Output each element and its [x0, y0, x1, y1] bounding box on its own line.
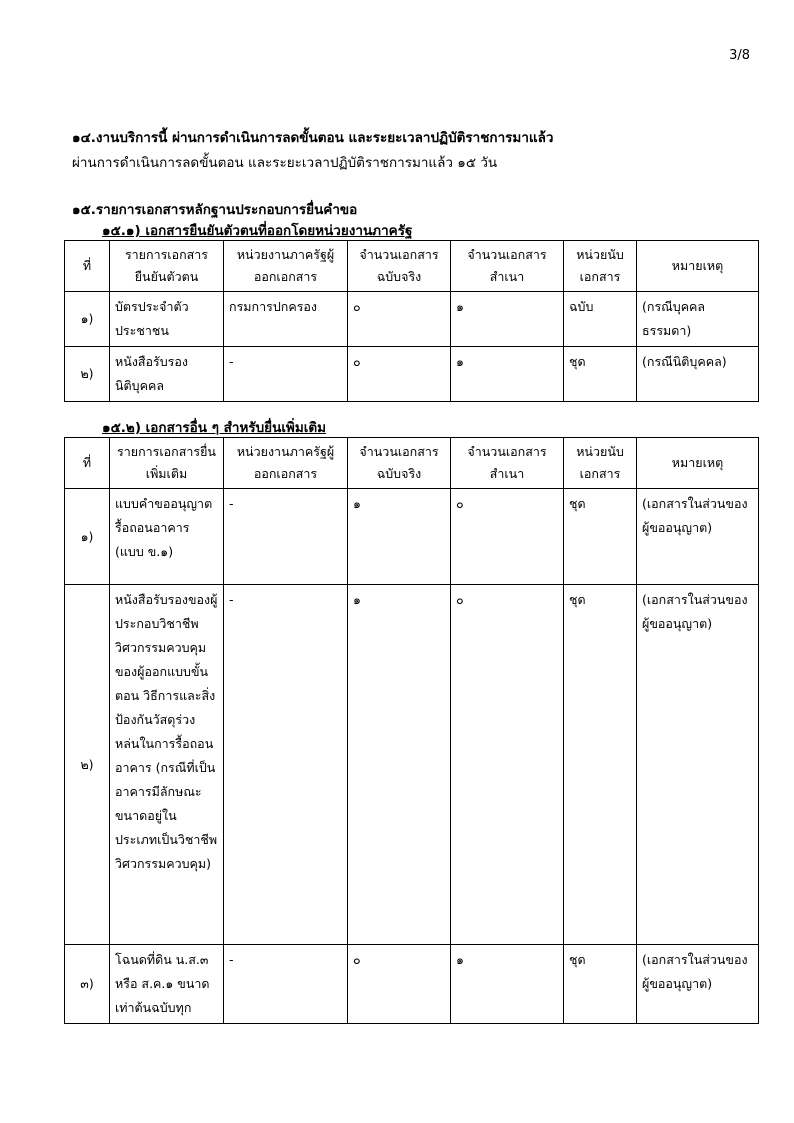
- row-copies: ๑: [451, 292, 564, 347]
- row-originals: ๑: [348, 489, 451, 585]
- row-remark: (กรณีบุคคลธรรมดา): [637, 292, 759, 347]
- page-number: 3/8: [729, 48, 750, 63]
- row-issuer: -: [224, 347, 348, 402]
- row-unit: ชุด: [564, 347, 637, 402]
- row-copies: ๐: [451, 489, 564, 585]
- header-copies: จำนวนเอกสารสำเนา: [451, 241, 564, 292]
- header-document: รายการเอกสารยืนยันตัวตน: [110, 241, 224, 292]
- row-no: ๑): [65, 489, 110, 585]
- header-copies: จำนวนเอกสารสำเนา: [451, 438, 564, 489]
- row-issuer: กรมการปกครอง: [224, 292, 348, 347]
- identity-documents-table: [64, 240, 759, 402]
- section-15-2-title: ๑๕.๒) เอกสารอื่น ๆ สำหรับยื่นเพิ่มเติม: [102, 420, 327, 436]
- table-row: [65, 347, 759, 402]
- row-document: หนังสือรับรองของผู้ประกอบวิชาชีพวิศวกรรมควบคุมของผู้ออกแบบขั้นตอน วิธีการและสิ่งป้องกันวัสดุร่วงหล่นในการรื้อถอนอาคาร (กรณีที่เป็นอาคารมีลักษณะ ขนาดอยู่ในประเภทเป็นวิชาชีพวิศวกรรมควบคุม): [110, 585, 224, 945]
- header-unit: หน่วยนับเอกสาร: [564, 438, 637, 489]
- section-14-heading: ๑๔.งานบริการนี้ ผ่านการดำเนินการลดขั้นตอน และระยะเวลาปฏิบัติราชการมาแล้ว: [72, 130, 554, 146]
- header-remark: หมายเหตุ: [637, 438, 759, 489]
- additional-documents-table: [64, 437, 759, 1024]
- table-row: [65, 585, 759, 945]
- row-unit: ฉบับ: [564, 292, 637, 347]
- header-no: ที่: [65, 241, 110, 292]
- header-issuer: หน่วยงานภาครัฐผู้ออกเอกสาร: [224, 241, 348, 292]
- row-unit: ชุด: [564, 585, 637, 945]
- section-15-1-title: ๑๕.๑) เอกสารยืนยันตัวตนที่ออกโดยหน่วยงานภาครัฐ: [102, 223, 413, 239]
- row-originals: ๐: [348, 347, 451, 402]
- header-remark: หมายเหตุ: [637, 241, 759, 292]
- table-header-row: [65, 241, 759, 292]
- row-document: หนังสือรับรองนิติบุคคล: [110, 347, 224, 402]
- row-unit: ชุด: [564, 489, 637, 585]
- row-no: ๓): [65, 945, 110, 1024]
- header-originals: จำนวนเอกสารฉบับจริง: [348, 438, 451, 489]
- row-unit: ชุด: [564, 945, 637, 1024]
- row-document: โฉนดที่ดิน น.ส.๓ หรือ ส.ค.๑ ขนาดเท่าต้นฉบับทุก: [110, 945, 224, 1024]
- section-14-body: ผ่านการดำเนินการลดขั้นตอน และระยะเวลาปฏิบัติราชการมาแล้ว ๑๕ วัน: [72, 155, 498, 171]
- row-issuer: -: [224, 489, 348, 585]
- row-document: แบบคำขออนุญาตรื้อถอนอาคาร (แบบ ข.๑): [110, 489, 224, 585]
- header-document: รายการเอกสารยื่นเพิ่มเติม: [110, 438, 224, 489]
- header-issuer: หน่วยงานภาครัฐผู้ออกเอกสาร: [224, 438, 348, 489]
- header-unit: หน่วยนับเอกสาร: [564, 241, 637, 292]
- row-copies: ๑: [451, 347, 564, 402]
- table-row: [65, 292, 759, 347]
- table-header-row: [65, 438, 759, 489]
- row-originals: ๐: [348, 945, 451, 1024]
- row-remark: (กรณีนิติบุคคล): [637, 347, 759, 402]
- row-no: ๒): [65, 585, 110, 945]
- row-issuer: -: [224, 585, 348, 945]
- header-originals: จำนวนเอกสารฉบับจริง: [348, 241, 451, 292]
- row-remark: (เอกสารในส่วนของผู้ขออนุญาต): [637, 489, 759, 585]
- row-originals: ๐: [348, 292, 451, 347]
- table-row: [65, 945, 759, 1024]
- row-issuer: -: [224, 945, 348, 1024]
- row-remark: (เอกสารในส่วนของผู้ขออนุญาต): [637, 945, 759, 1024]
- row-copies: ๐: [451, 585, 564, 945]
- row-remark: (เอกสารในส่วนของผู้ขออนุญาต): [637, 585, 759, 945]
- row-document: บัตรประจำตัวประชาชน: [110, 292, 224, 347]
- header-no: ที่: [65, 438, 110, 489]
- row-no: ๑): [65, 292, 110, 347]
- table-row: [65, 489, 759, 585]
- row-originals: ๑: [348, 585, 451, 945]
- row-copies: ๑: [451, 945, 564, 1024]
- row-no: ๒): [65, 347, 110, 402]
- section-15-heading: ๑๕.รายการเอกสารหลักฐานประกอบการยื่นคำขอ: [72, 202, 358, 218]
